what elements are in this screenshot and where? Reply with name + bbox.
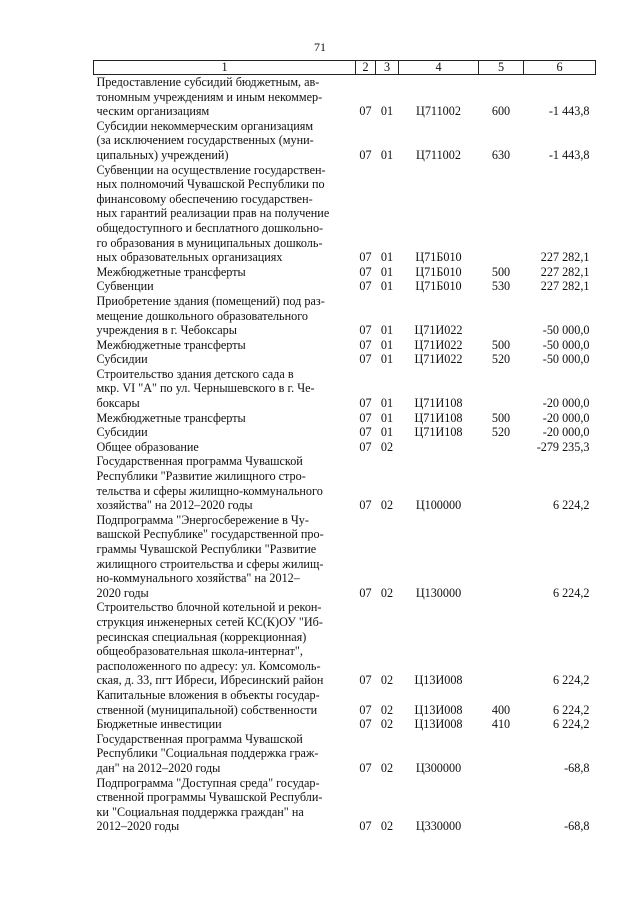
amount: 6 224,2 bbox=[552, 702, 590, 717]
table-row bbox=[94, 440, 596, 455]
description-line: общеобразовательная школа-интернат", bbox=[96, 644, 303, 659]
target-article-code: Ц300000 bbox=[415, 760, 462, 775]
target-article-code: Ц13И008 bbox=[414, 717, 463, 732]
subsection-code: 01 bbox=[380, 250, 394, 265]
section-code: 07 bbox=[359, 702, 372, 717]
target-article-code: Ц71И108 bbox=[414, 425, 463, 440]
amount: -1 443,8 bbox=[548, 147, 590, 162]
table-row bbox=[94, 265, 596, 280]
section-code: 07 bbox=[359, 104, 372, 119]
row-description bbox=[94, 454, 356, 512]
table-row bbox=[94, 411, 596, 426]
table-row bbox=[94, 338, 596, 353]
amount: -50 000,0 bbox=[542, 323, 590, 338]
description-line: хозяйства" на 2012–2020 годы bbox=[96, 498, 253, 513]
table-row bbox=[94, 279, 596, 294]
subsection-code: 01 bbox=[380, 425, 394, 440]
section-code: 07 bbox=[359, 410, 372, 425]
expense-type-code: 400 bbox=[491, 702, 511, 717]
header-cell: 5 bbox=[479, 61, 524, 75]
description-line: расположенного по адресу: ул. Комсомоль- bbox=[96, 658, 321, 673]
subsection-code: 02 bbox=[380, 702, 394, 717]
description-line: ных образовательных организациях bbox=[96, 250, 283, 265]
target-article-code: Ц100000 bbox=[415, 498, 462, 513]
description-line: Межбюджетные трансферты bbox=[96, 264, 246, 279]
description-line: общедоступного и бесплатного дошкольно- bbox=[96, 220, 324, 235]
row-description bbox=[94, 717, 356, 732]
row-description bbox=[94, 265, 356, 280]
row-description bbox=[94, 425, 356, 440]
expense-type-code: 530 bbox=[491, 279, 511, 294]
target-article-code: Ц71И108 bbox=[414, 410, 463, 425]
amount: 6 224,2 bbox=[552, 673, 590, 688]
row-description bbox=[94, 75, 356, 119]
row-description bbox=[94, 776, 356, 834]
amount: -20 000,0 bbox=[542, 425, 590, 440]
description-line: Субсидии bbox=[96, 425, 148, 440]
description-line: Межбюджетные трансферты bbox=[96, 410, 246, 425]
expense-type-code: 500 bbox=[491, 264, 511, 279]
description-line: ных полномочий Чувашской Республики по bbox=[96, 177, 325, 192]
amount: 6 224,2 bbox=[552, 585, 590, 600]
description-line: тономным учреждениям и иным некоммер- bbox=[96, 89, 323, 104]
target-article-code: Ц13И008 bbox=[414, 673, 463, 688]
row-description bbox=[94, 119, 356, 163]
amount: 227 282,1 bbox=[540, 250, 590, 265]
expense-type-code: 520 bbox=[491, 352, 511, 367]
section-code: 07 bbox=[359, 717, 372, 732]
section-code: 07 bbox=[359, 352, 372, 367]
description-line: 2020 годы bbox=[96, 585, 149, 600]
description-line: ственной (муниципальной) собственности bbox=[96, 702, 318, 717]
subsection-code: 02 bbox=[380, 498, 394, 513]
description-line: Республики "Социальная поддержка граж- bbox=[96, 746, 319, 761]
target-article-code: Ц71И022 bbox=[414, 337, 463, 352]
subsection-code: 01 bbox=[380, 264, 394, 279]
subsection-code: 02 bbox=[380, 819, 394, 834]
description-line: боксары bbox=[96, 396, 140, 411]
description-line: ципальных) учреждений) bbox=[96, 147, 229, 162]
amount: 227 282,1 bbox=[540, 279, 590, 294]
description-line: финансовому обеспечению государствен- bbox=[96, 191, 313, 206]
row-description bbox=[94, 163, 356, 265]
subsection-code: 01 bbox=[380, 352, 394, 367]
row-description bbox=[94, 411, 356, 426]
table-row bbox=[94, 513, 596, 601]
description-line: Приобретение здания (помещений) под раз- bbox=[96, 293, 325, 308]
expense-type-code bbox=[479, 367, 524, 411]
row-description bbox=[94, 279, 356, 294]
target-article-code: Ц711002 bbox=[416, 147, 461, 162]
description-line: Межбюджетные трансферты bbox=[96, 337, 246, 352]
description-line: мкр. VI "А" по ул. Чернышевского в г. Че- bbox=[96, 381, 315, 396]
subsection-code: 01 bbox=[380, 396, 394, 411]
description-line: Республики "Развитие жилищного стро- bbox=[96, 469, 306, 484]
expense-type-code bbox=[479, 513, 524, 601]
description-line: мещение дошкольного образовательного bbox=[96, 308, 309, 323]
section-code: 07 bbox=[359, 337, 372, 352]
target-article-code: Ц71И022 bbox=[414, 323, 463, 338]
amount: -279 235,3 bbox=[536, 439, 590, 454]
row-description bbox=[94, 367, 356, 411]
subsection-code: 02 bbox=[380, 717, 394, 732]
expense-type-code: 600 bbox=[491, 104, 511, 119]
target-article-code: Ц71И108 bbox=[414, 396, 463, 411]
description-line: учреждения в г. Чебоксары bbox=[96, 323, 237, 338]
subsection-code: 02 bbox=[380, 760, 394, 775]
description-line: 2012–2020 годы bbox=[96, 819, 180, 834]
expense-type-code: 520 bbox=[491, 425, 511, 440]
row-description bbox=[94, 513, 356, 601]
subsection-code: 01 bbox=[380, 337, 394, 352]
header-cell: 4 bbox=[399, 61, 479, 75]
description-line: Бюджетные инвестиции bbox=[96, 717, 222, 732]
section-code: 07 bbox=[359, 147, 372, 162]
description-line: струкция инженерных сетей КС(К)ОУ "Иб- bbox=[96, 614, 323, 629]
target-article-code: Ц711002 bbox=[416, 104, 461, 119]
description-line: Капитальные вложения в объекты государ- bbox=[96, 687, 320, 702]
description-line: вашской Республике" государственной про- bbox=[96, 527, 324, 542]
description-line: дан" на 2012–2020 годы bbox=[96, 760, 221, 775]
description-line: ных гарантий реализации прав на получение bbox=[96, 206, 330, 221]
target-article-code: Ц130000 bbox=[415, 585, 462, 600]
section-code: 07 bbox=[359, 760, 372, 775]
expense-type-code bbox=[479, 294, 524, 338]
table-row bbox=[94, 688, 596, 717]
table-row bbox=[94, 352, 596, 367]
table-row bbox=[94, 454, 596, 512]
row-description bbox=[94, 732, 356, 776]
amount: 227 282,1 bbox=[540, 264, 590, 279]
row-description bbox=[94, 440, 356, 455]
amount: 6 224,2 bbox=[552, 498, 590, 513]
header-cell: 2 bbox=[356, 61, 376, 75]
target-article-code: Ц71И022 bbox=[414, 352, 463, 367]
target-article-code: Ц71Б010 bbox=[415, 279, 462, 294]
target-article-code: Ц330000 bbox=[415, 819, 462, 834]
section-code: 07 bbox=[359, 425, 372, 440]
description-line: (за исключением государственных (муни- bbox=[96, 133, 314, 148]
row-description bbox=[94, 600, 356, 688]
table-row bbox=[94, 600, 596, 688]
row-description bbox=[94, 688, 356, 717]
subsection-code: 01 bbox=[380, 147, 394, 162]
subsection-code: 01 bbox=[380, 410, 394, 425]
expense-type-code: 410 bbox=[491, 717, 511, 732]
description-line: Общее образование bbox=[96, 439, 199, 454]
description-line: ки "Социальная поддержка граждан" на bbox=[96, 804, 304, 819]
description-line: Подпрограмма "Доступная среда" государ- bbox=[96, 775, 320, 790]
expense-type-code bbox=[479, 163, 524, 265]
description-line: но-коммунального хозяйства" на 2012– bbox=[96, 571, 300, 586]
amount: 6 224,2 bbox=[552, 717, 590, 732]
description-line: Государственная программа Чувашской bbox=[96, 731, 303, 746]
description-line: Подпрограмма "Энергосбережение в Чу- bbox=[96, 512, 309, 527]
page-number: 71 bbox=[314, 40, 326, 54]
description-line: Строительство здания детского сада в bbox=[96, 366, 294, 381]
subsection-code: 02 bbox=[380, 585, 394, 600]
expense-type-code: 500 bbox=[491, 337, 511, 352]
description-line: Субвенции bbox=[96, 279, 154, 294]
subsection-code: 01 bbox=[380, 279, 394, 294]
row-description bbox=[94, 338, 356, 353]
table-row bbox=[94, 367, 596, 411]
amount: -20 000,0 bbox=[542, 410, 590, 425]
table-row bbox=[94, 294, 596, 338]
amount: -68,8 bbox=[564, 760, 590, 775]
description-line: ская, д. 33, пгт Ибреси, Ибресинский район bbox=[96, 673, 324, 688]
header-cell: 1 bbox=[94, 61, 356, 75]
amount: -68,8 bbox=[564, 819, 590, 834]
description-line: го образования в муниципальных дошколь- bbox=[96, 235, 323, 250]
description-line: Строительство блочной котельной и рекон- bbox=[96, 600, 322, 615]
row-description bbox=[94, 294, 356, 338]
table-row bbox=[94, 732, 596, 776]
description-line: ресинская специальная (коррекционная) bbox=[96, 629, 307, 644]
target-article-code: Ц13И008 bbox=[414, 702, 463, 717]
description-line: Государственная программа Чувашской bbox=[96, 454, 303, 469]
table-row bbox=[94, 163, 596, 265]
section-code: 07 bbox=[359, 323, 372, 338]
description-line: Субвенции на осуществление государствен- bbox=[96, 162, 326, 177]
budget-table bbox=[93, 60, 596, 834]
subsection-code: 01 bbox=[380, 323, 394, 338]
target-article-code: Ц71Б010 bbox=[415, 264, 462, 279]
amount: -50 000,0 bbox=[542, 352, 590, 367]
section-code: 07 bbox=[359, 439, 372, 454]
target-article-code bbox=[399, 440, 479, 455]
table-row bbox=[94, 425, 596, 440]
expense-type-code bbox=[479, 732, 524, 776]
amount: -1 443,8 bbox=[548, 104, 590, 119]
expense-type-code bbox=[479, 776, 524, 834]
expense-type-code bbox=[479, 454, 524, 512]
description-line: граммы Чувашской Республики "Развитие bbox=[96, 542, 317, 556]
expense-type-code bbox=[479, 600, 524, 688]
table-row bbox=[94, 75, 596, 119]
description-line: тельства и сферы жилищно-коммунального bbox=[96, 483, 323, 498]
table-row bbox=[94, 776, 596, 834]
table-row bbox=[94, 119, 596, 163]
section-code: 07 bbox=[359, 264, 372, 279]
amount: -20 000,0 bbox=[542, 396, 590, 411]
description-line: ственной программы Чувашской Республи- bbox=[96, 790, 323, 805]
section-code: 07 bbox=[359, 396, 372, 411]
amount: -50 000,0 bbox=[542, 337, 590, 352]
row-description bbox=[94, 352, 356, 367]
description-line: Предоставление субсидий бюджетным, ав- bbox=[96, 75, 320, 89]
section-code: 07 bbox=[359, 585, 372, 600]
description-line: Субсидии bbox=[96, 352, 148, 367]
section-code: 07 bbox=[359, 498, 372, 513]
subsection-code: 02 bbox=[380, 673, 394, 688]
description-line: жилищного строительства и сферы жилищ- bbox=[96, 556, 324, 571]
header-cell: 3 bbox=[376, 61, 399, 75]
table-body bbox=[94, 75, 596, 834]
header-cell: 6 bbox=[524, 61, 596, 75]
section-code: 07 bbox=[359, 819, 372, 834]
description-line: Субсидии некоммерческим организациям bbox=[96, 118, 314, 133]
section-code: 07 bbox=[359, 673, 372, 688]
section-code: 07 bbox=[359, 250, 372, 265]
subsection-code: 01 bbox=[380, 104, 394, 119]
table-header-row bbox=[94, 61, 596, 75]
table-row bbox=[94, 717, 596, 732]
section-code: 07 bbox=[359, 279, 372, 294]
description-line: ческим организациям bbox=[96, 104, 210, 119]
expense-type-code: 630 bbox=[491, 147, 511, 162]
target-article-code: Ц71Б010 bbox=[415, 250, 462, 265]
subsection-code: 02 bbox=[380, 439, 394, 454]
expense-type-code: 500 bbox=[491, 410, 511, 425]
expense-type-code bbox=[479, 440, 524, 455]
